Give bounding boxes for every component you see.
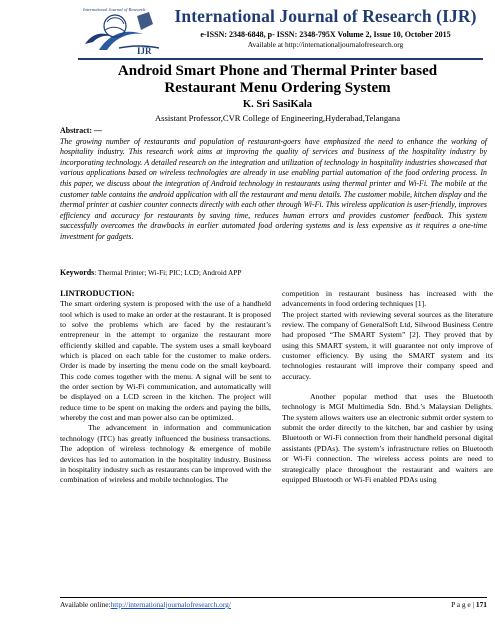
page-number: 171 [475, 600, 487, 609]
introduction-heading: I.INTRODUCTION: [60, 289, 135, 298]
paragraph-gap [282, 382, 493, 392]
left-column [60, 289, 271, 486]
right-column [282, 289, 493, 485]
intro-paragraph-3: competition in restaurant business has increased with the advancements in food ordering techniques [1]. [282, 289, 493, 309]
page-label: P a g e | [451, 600, 475, 609]
svg-text:IJR: IJR [137, 46, 152, 56]
intro-paragraph-4: The project started with reviewing several sources as the literature review. The company of GeneralSoft Ltd, Silwood Business Centre had proposed “The SMART System” [2]. They proved that by using this SMART system, it will guarantee not only improve of customer efficiency. By using the SMART system and its technologies restaurant will improve their company speed and accuracy. [282, 309, 493, 381]
intro-paragraph-2: The advancement in information and communication technology (ITC) has greatly influenced the business transactions. The adoption of wireless technology & emergence of mobile devices has led to automation in the hospitality industry. Business in hospitality industry such as restaurants can be improved with the combination of wireless and mobile technologies. The [60, 423, 271, 485]
journal-issn: e-ISSN: 2348-6848, p- ISSN: 2348-795X Volume 2, Issue 10, October 2015 [200, 30, 451, 39]
footer-prefix: Available online: [60, 600, 111, 609]
intro-paragraph-5: Another popular method that uses the Bluetooth technology is MGI Multimedia Sdn. Bhd.’s Malaysian Delights. The system allows waiters use an electronic submit order system to submit the order directly to the kitchen, bar and cashier by using Bluetooth or Wi-Fi connection from their handheld personal digital assistants (PDAs). The system’s infrastructure relies on Bluetooth or Wi-Fi connection. The wireless access points are need to strategically place throughout the restaurant and waiters are equipped Bluetooth or Wi-Fi enabled PDAs using [282, 392, 493, 484]
paper-title-line-2: Restaurant Menu Ordering System [164, 80, 391, 96]
abstract [60, 126, 487, 243]
author-name: K. Sri SasiKala [242, 99, 313, 110]
svg-text:International Journal of Resea: International Journal of Research [83, 7, 146, 12]
abstract-label: Abstract [60, 126, 90, 135]
footer-link[interactable]: http://internationaljournalofresearch.org/ [110, 600, 231, 609]
abstract-separator: : — [89, 126, 102, 135]
header-divider [78, 58, 483, 60]
footer-divider [60, 597, 487, 598]
paper-title [60, 63, 495, 97]
keywords-label: Keywords [60, 268, 95, 277]
paper-title-line-1: Android Smart Phone and Thermal Printer based [117, 63, 438, 79]
page-footer [60, 600, 487, 609]
author-affiliation: Assistant Professor,CVR College of Engineering,Hyderabad,Telangana [154, 113, 401, 123]
page-number-block [451, 600, 487, 609]
intro-paragraph-1: The smart ordering system is proposed with the use of a handheld tool which is used to make an order at the restaurant. It is proposed to solve the problems which are faced by the restaurant’s entrepreneur in the attempt to organize the restaurant more efficiently skilled and capable. The system uses a small keyboard which is placed on each table for the customer to make orders. Order is made by inserting the menu code on the small keyboard. This code comes together with the menu. A signal will be sent to the order section by Wi-Fi communication, and automatically will be displayed on a LCD screen in the kitchen. The project will reduce time to be spent on making the orders and paying the bills, whereby the cost and man power also can be optimized. [60, 299, 271, 423]
keywords [60, 268, 487, 278]
journal-logo [79, 4, 165, 58]
abstract-text: The growing number of restaurants and population of restaurant-goers have emphasized the need to enhance the working of hospitality industry. This research work aims at improving the quality of services and business of the hospitality industry by incorporating technology. A detailed research on the integration and utilization of technology in hospitality industries showcased that various applications based on wireless technologies are already in use enabling partial automation of the food ordering process. In this paper, we discuss about the integration of Android technology in restaurants using thermal printer and Wi-Fi. The mobile at the customer table contains the android application with all the restaurant and menu details. The customer mobile, kitchen display and the thermal printer at cashier counter connects directly with each other through Wi-Fi. This wireless application is user-friendly, improves efficiency and accuracy for restaurants by saving time, reduces human errors and provides customer feedback. This system successfully overcomes the drawbacks in earlier automated food ordering systems and is less expensive as it requires a one-time investment for gadgets. [60, 136, 487, 241]
journal-availability: Available at http://internationaljournalofresearch.org [247, 40, 404, 49]
keywords-text: : Thermal Printer; Wi-Fi; PIC; LCD; Android APP [94, 268, 242, 277]
journal-title: International Journal of Research (IJR) [174, 6, 477, 26]
